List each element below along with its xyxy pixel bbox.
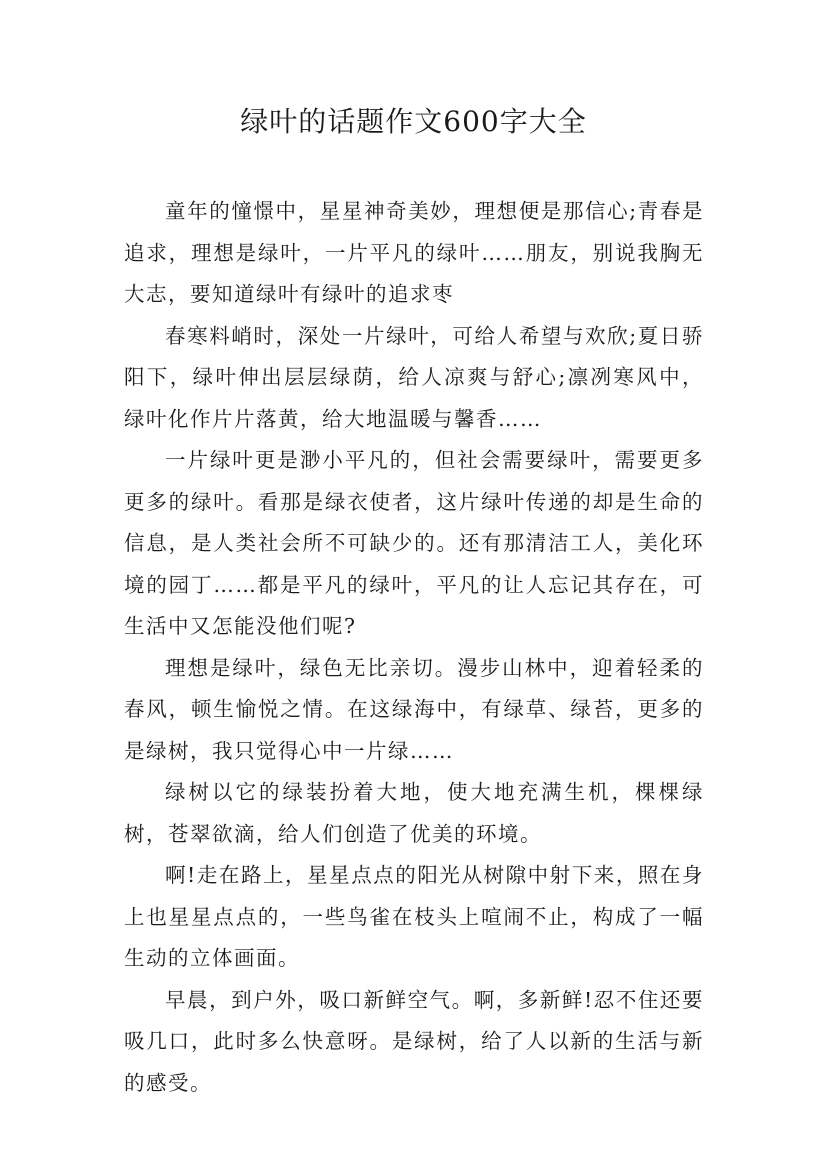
paragraph-6: 啊!走在路上，星星点点的阳光从树隙中射下来，照在身上也星星点点的，一些鸟雀在枝头上喧闹不止，构成了一幅生动的立体画面。 [124, 863, 704, 970]
paragraph-2: 春寒料峭时，深处一片绿叶，可给人希望与欢欣;夏日骄阳下，绿叶伸出层层绿荫，给人凉爽与舒心;凛冽寒风中，绿叶化作片片落黄，给大地温暖与馨香…… [124, 323, 704, 431]
paragraph-3: 一片绿叶更是渺小平凡的，但社会需要绿叶，需要更多更多的绿叶。看那是绿衣使者，这片绿叶传递的却是生命的信息，是人类社会所不可缺少的。还有那清洁工人，美化环境的园丁……都是平凡的绿叶，平凡的让人忘记其存在，可生活中又怎能没他们呢? [124, 448, 704, 638]
paragraph-4: 理想是绿叶，绿色无比亲切。漫步山林中，迎着轻柔的春风，顿生愉悦之情。在这绿海中，有绿草、绿苔，更多的是绿树，我只觉得心中一片绿…… [124, 655, 704, 763]
paragraph-7: 早晨，到户外，吸口新鲜空气。啊，多新鲜!忍不住还要吸几口，此时多么快意呀。是绿树，给了人以新的生活与新的感受。 [124, 987, 704, 1095]
page-title: 绿叶的话题作文600字大全 [240, 105, 587, 138]
paragraph-1: 童年的憧憬中，星星神奇美妙，理想便是那信心;青春是追求，理想是绿叶，一片平凡的绿叶……朋友，别说我胸无大志，要知道绿叶有绿叶的追求枣 [124, 199, 704, 306]
paragraph-5: 绿树以它的绿装扮着大地，使大地充满生机，棵棵绿树，苍翠欲滴，给人们创造了优美的环境。 [124, 780, 704, 846]
essay-body [124, 191, 704, 1104]
